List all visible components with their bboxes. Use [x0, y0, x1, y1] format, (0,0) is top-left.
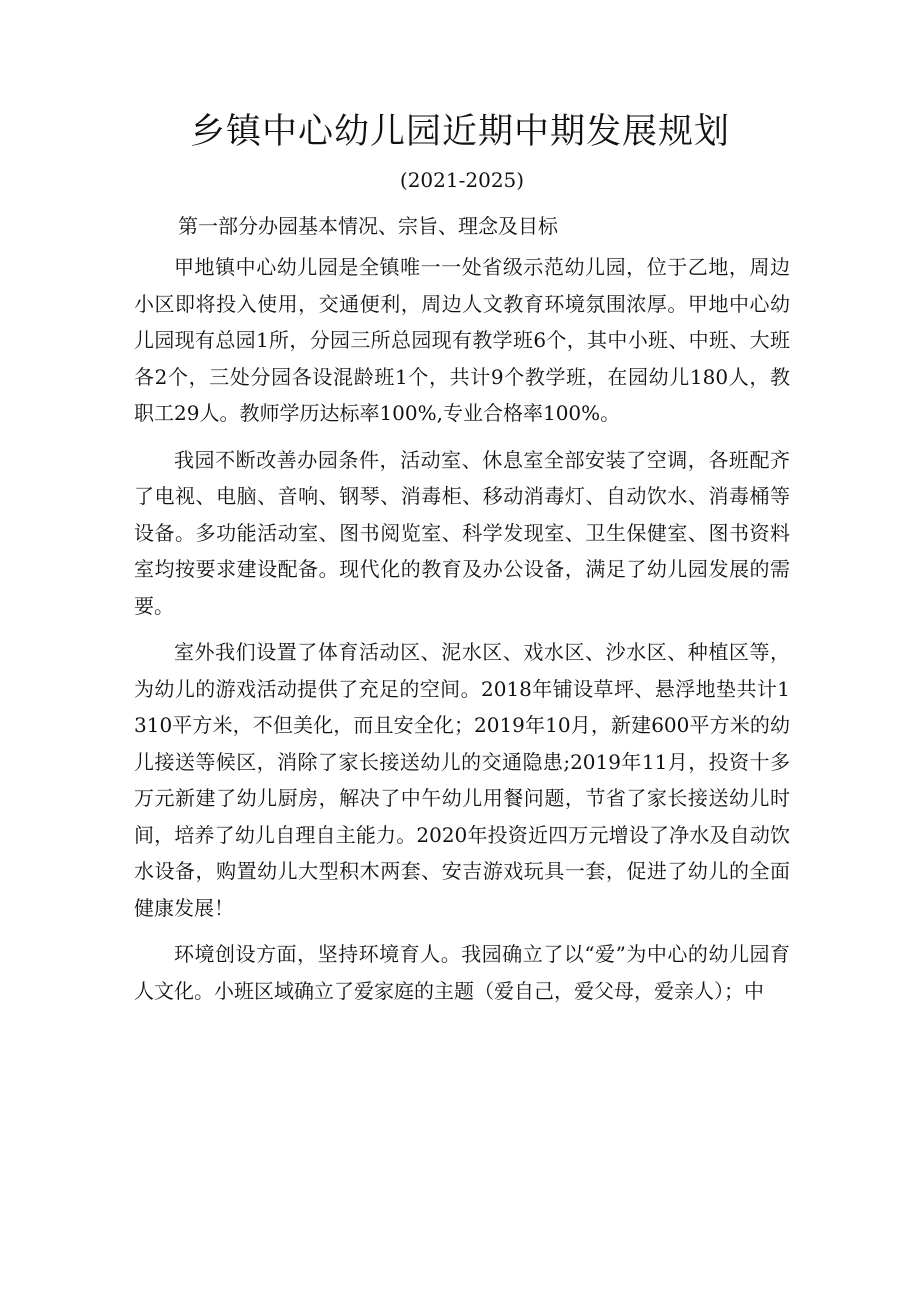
document-title: 乡镇中心幼儿园近期中期发展规划 — [189, 112, 730, 152]
document-body — [134, 249, 790, 1019]
paragraph-outdoor: 室外我们设置了体育活动区、泥水区、戏水区、沙水区、种植区等，为幼儿的游戏活动提供了充足的空间。2018年铺设草坪、悬浮地垫共计1310平方米，不但美化，而且安全化；2019年10月，新建600平方米的幼儿接送等候区，消除了家长接送幼儿的交通隐患;2019年11月，投资十多万元新建了幼儿厨房，解决了中午幼儿用餐问题，节省了家长接送幼儿时间，培养了幼儿自理自主能力。2020年投资近四万元增设了净水及自动饮水设备，购置幼儿大型积木两套、安吉游戏玩具一套，促进了幼儿的全面健康发展！ — [134, 640, 790, 920]
paragraph-overview: 甲地镇中心幼儿园是全镇唯一一处省级示范幼儿园，位于乙地，周边小区即将投入使用，交通便利，周边人文教育环境氛围浓厚。甲地中心幼儿园现有总园1所，分园三所总园现有教学班6个，其中小班、中班、大班各2个，三处分园各设混龄班1个，共计9个教学班，在园幼儿180人，教职工29人。教师学历达标率100%,专业合格率100%。 — [134, 255, 790, 425]
document-subtitle: (2021-2025) — [399, 168, 525, 192]
section-heading: 第一部分办园基本情况、宗旨、理念及目标 — [178, 214, 558, 238]
paragraph-facilities: 我园不断改善办园条件，活动室、休息室全部安装了空调，各班配齐了电视、电脑、音响、钢琴、消毒柜、移动消毒灯、自动饮水、消毒桶等设备。多功能活动室、图书阅览室、科学发现室、卫生保健室、图书资料室均按要求建设配备。现代化的教育及办公设备，满足了幼儿园发展的需要。 — [134, 447, 790, 618]
paragraph-environment: 环境创设方面，坚持环境育人。我园确立了以“爱”为中心的幼儿园育人文化。小班区域确立了爱家庭的主题（爱自己，爱父母，爱亲人）；中 — [134, 942, 790, 1003]
